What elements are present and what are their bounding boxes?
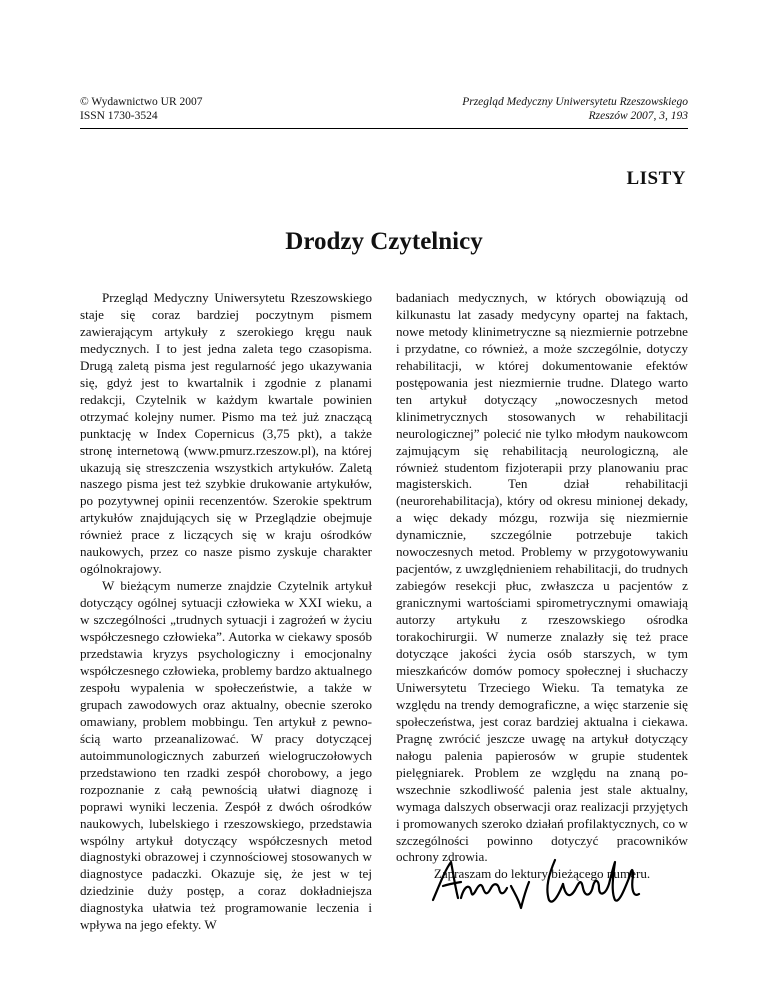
closing-line: Zapraszam do lektury bieżącego numeru. (433, 866, 651, 882)
paragraph-1: Przegląd Medyczny Uniwersytetu Rzeszowskiego staje się coraz bardziej poczytnym pismem zawierającym artykuły z szerokiego kręgu nauk medycznych. I to jest jedna zaleta tego czasopisma. Drugą zaletą pisma jest regularność jego ukazywania się, gdyż jest to kwartalnik i zgodnie z planami redakcji, Czytelnik w każdym kwartale powinien otrzymać kolejny numer. Pismo ma też już znaczącą punktację w Index Copernicus (3,75 pkt), a także stronę internetową (www.pmurz.rzeszow.pl), na której ukazują się streszczenia wszystkich artykułów. Zaletą naszego pisma jest też szybkie drukowanie artykułów, po pozytywnej opinii recenzentów. Szerokie spektrum artykułów znajdujących się w Przeglądzie obejmuje również prace z liczących się w kraju ośrodków naukowych, przez co nasze pismo zyskuje charakter ogólnokrajowy. (80, 290, 372, 577)
text-column-left (80, 290, 372, 934)
text-column-right (396, 290, 688, 883)
publisher-line: © Wydawnictwo UR 2007 (80, 96, 203, 108)
section-label: LISTY (626, 168, 686, 189)
issue-info: Rzeszów 2007, 3, 193 (588, 110, 688, 122)
journal-name: Przegląd Medyczny Uniwersytetu Rzeszowskiego (462, 96, 688, 108)
journal-info (462, 95, 688, 123)
letter-title: Drodzy Czytelnicy (285, 228, 483, 255)
paragraph-2-part-2: badaniach medycznych, w których obowiązują od kilkunastu lat zasady medycyny opartej na faktach, nowe metody klinimetryczne są niezmiernie potrzebne i przydatne, co również, a może szczególnie, dotyczy rehabilitacji, w której dokumentowanie efektów postępowania jest niezmiernie trudne. Dlatego warto ten artykuł dotyczący „nowoczesnych metod klinimetrycznych stosowanych w rehabilitacji neurologicznej” polecić nie tylko młodym naukowcom zajmującym się rehabilitacją neurologiczną, ale również studentom fizjoterapii przy planowaniu prac magisterskich. Ten dział rehabilitacji (neurorehabilitacja), który od okresu minionej dekady, a więc dekady mózgu, rozwija się niezmiernie dynamicznie, szczególnie potrzebuje takich nowoczesnych metod. Problemy w przygotowywaniu pacjentów, z uwzględnieniem rehabilitacji, do trudnych zabiegów resekcji płuc, zwłaszcza u pacjentów z granicznymi wartościami spirometrycznymi omawiają autorzy artykułu z rzeszowskiego ośrodka torakochirurgii. W numerze znalazły się też prace dotyczące jakości życia osób starszych, w tym mieszkańców domów pomocy społecznej i słuchaczy Uniwersytetu Trzeciego Wieku. Ta tematyka ze względu na trendy demograficzne, a więc starzenie się społeczeństwa, jest coraz bardziej aktualna i ciekawa. Pragnę zwrócić jeszcze uwagę na artykuł dotyczący nałogu palenia papierosów w grupie studentek pielęgniarek. Problem ze względu na znaną powszechnie szkodliwość palenia jest stale aktualny, wymaga dalszych obserwacji oraz realizacji przyjętych i promowanych szeroko działań profilaktycznych, co w szczególności powinno dotyczyć pracowników ochrony zdrowia. (396, 290, 688, 865)
paragraph-2-part-1: W bieżącym numerze znajdzie Czytelnik artykuł dotyczący ogólnej sytuacji człowieka w XXI wieku, a w szczególności „trudnych sytuacji i zagrożeń w życiu współczesnego człowieka”. Autorka w ciekawy sposób przedstawia kryzys psychologiczny i emocjonalny współczesnego człowieka, problemy bardzo aktualnego zespołu wypalenia w społeczeństwie, a także w grupach zawodowych oraz aktualny, obecnie szeroko omawiany, problem mobbingu. Ten artykuł z pewnością warto przeanalizować. W pracy dotyczącej autoimmunologicznych zaburzeń wielogruczołowych przedstawiono ten rzadki zespół chorobowy, a jego rozpoznanie z całą pewnością ułatwi diagnozę i poprawi wyniki leczenia. Zespół z dwóch ośrodków naukowych, lubelskiego i rzeszowskiego, przedstawia wspólny artykuł dotyczący współczesnych metod diagnostyki obrazowej i czynnościowej stosowanych w diagnostyce padaczki. Okazuje się, że jest w tej dziedzinie duży postęp, a coraz dokładniejsza diagnostyka ułatwia też programowanie leczenia i wpływa na jego efekty. W (80, 578, 372, 933)
publisher-info (80, 95, 203, 123)
header-divider (80, 128, 688, 129)
signature (425, 848, 655, 910)
issn-line: ISSN 1730-3524 (80, 110, 158, 122)
